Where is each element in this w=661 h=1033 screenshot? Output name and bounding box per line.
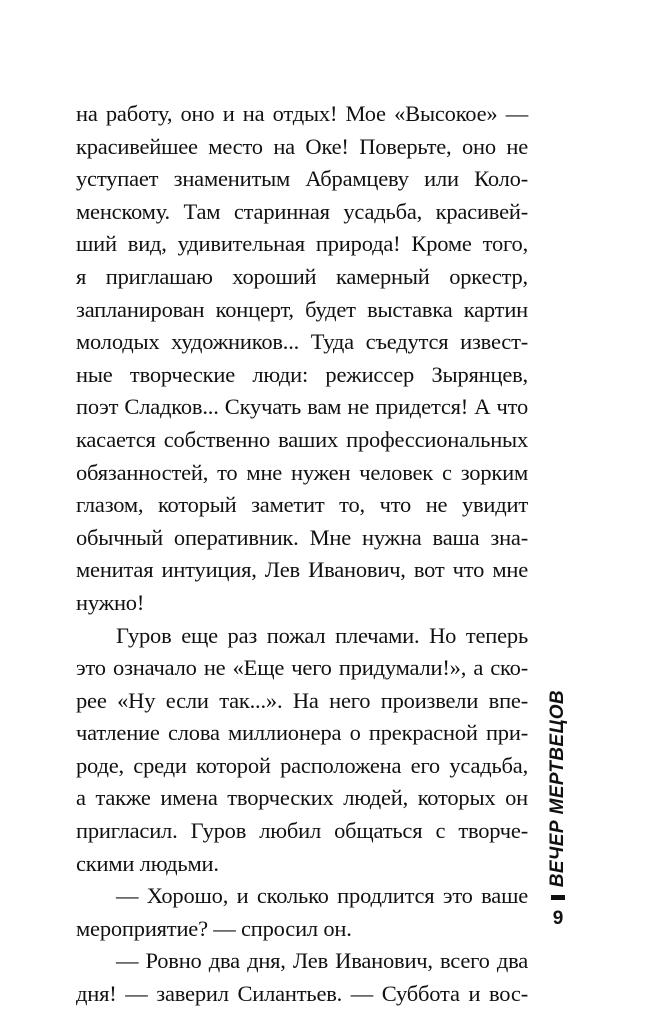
text-line: пригласил. Гуров любил общаться с творче- [76, 818, 528, 844]
text-line: касается собственно ваших профессиональных [76, 426, 528, 452]
text-line: Гуров еще раз пожал плечами. Но теперь [116, 622, 528, 648]
text-line: это означало не «Еще чего придумали!», а ско- [76, 655, 528, 681]
text-line: ший вид, удивительная природа! Кроме того, [76, 231, 528, 257]
text-line: на работу, оно и на отдых! Мое «Высокое» — [76, 101, 528, 126]
text-line: роде, среди которой расположена его усадьба, [76, 752, 528, 778]
text-line: ные творческие люди: режиссер Зырянцев, [76, 361, 528, 387]
text-line: мероприятие? — спросил он. [76, 915, 352, 941]
text-line: менитая интуиция, Лев Иванович, вот что мне [76, 557, 528, 583]
text-line: обязанностей, то мне нужен человек с зорким [76, 459, 528, 485]
square-marker-icon [551, 895, 565, 900]
text-line: запланирован концерт, будет выставка картин [76, 296, 528, 322]
text-line: красивейшее место на Оке! Поверьте, оно не [76, 133, 528, 159]
text-line: скими людьми. [76, 850, 219, 876]
page-number: 9 [552, 908, 564, 929]
text-line: чатление слова миллионера о прекрасной при- [76, 720, 528, 746]
text-line: молодых художников... Туда съедутся извест- [76, 329, 528, 355]
text-line: глазом, который заметит то, что не увидит [76, 492, 528, 518]
running-title-text: ВЕЧЕР МЕРТВЕЦОВ [547, 690, 568, 888]
text-line: — Ровно два дня, Лев Иванович, всего два [116, 948, 528, 974]
running-title [544, 690, 572, 900]
text-line: уступает знаменитым Абрамцеву или Коло- [76, 166, 528, 192]
text-line: нужно! [76, 589, 145, 615]
text-line: менскому. Там старинная усадьба, красивей- [76, 198, 528, 224]
text-line: дня! — заверил Силантьев. — Суббота и вос- [76, 981, 528, 1007]
text-line: обычный оперативник. Мне нужна ваша зна- [76, 524, 528, 550]
text-line: поэт Сладков... Скучать вам не придется! А что [76, 394, 528, 420]
text-line: рее «Ну если так...». На него произвели впе- [76, 687, 528, 713]
text-line: а также имена творческих людей, которых он [76, 785, 528, 811]
text-line: я приглашаю хороший камерный оркестр, [76, 263, 528, 289]
text-line: — Хорошо, и сколько продлится это ваше [116, 883, 528, 909]
body-text [76, 98, 528, 1011]
